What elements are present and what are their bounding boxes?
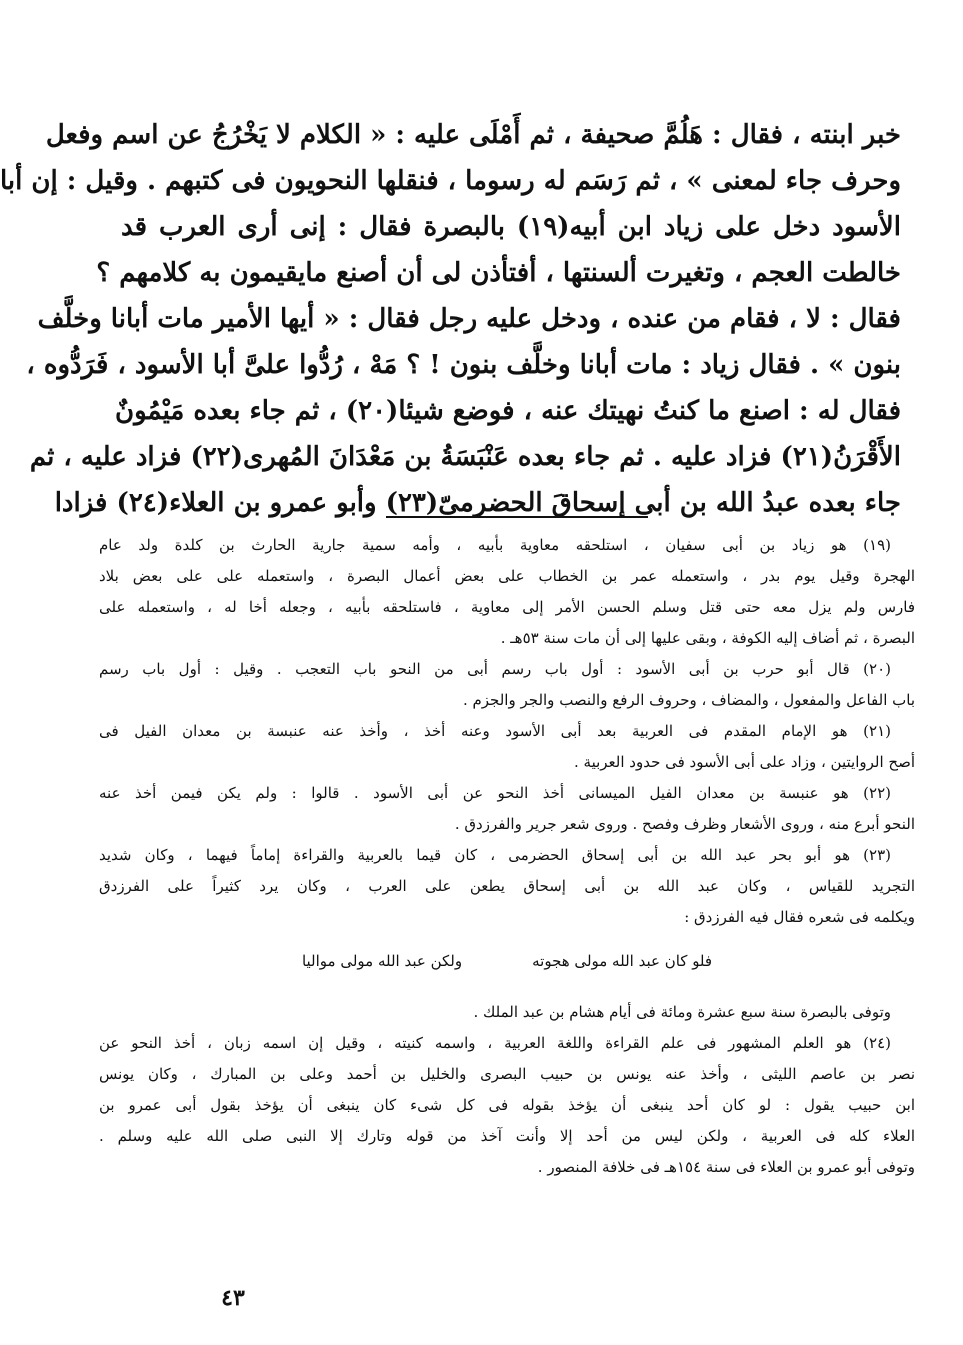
footnote-line: ابن حبيب يقول : لو كان أحد ينبغى أن يؤخذ بقوله فى كل شىء كان ينبغى أن يؤخذ بقول أبى عمرو بن — [99, 1096, 915, 1114]
footnotes-block — [99, 530, 915, 1183]
footnote-24 — [99, 1028, 915, 1183]
poem-verse — [99, 933, 915, 997]
main-text-line: الأَقْرَنُ(٢١) فزاد عليه . ثم جاء بعده عَنْبَسَةُ بن مَعْدَانَ المُهرى(٢٢) فزاد عليه ، ثم — [29, 442, 901, 472]
footnote-20 — [99, 654, 915, 716]
footnote-line: أصح الروايتين ، وزاد على أبى الأسود فى حدود العربية . — [573, 753, 915, 771]
footnote-line: فارس ولم يزل معه حتى قتل وسلم الحسن الأمر إلى معاوية ، فاستلحقه بأبيه ، وجعله أخا له ، واستعمله على — [99, 598, 915, 616]
main-text-line: وحرف جاء لمعنى » ، ثم رَسَم له رسوما ، فنقلها النحويون فى كتبهم . وقيل : إن أبا — [0, 166, 901, 196]
main-text-line: جاء بعده عبدُ الله بن أبى إسحاقَ الحضرمىّ(٢٣) وأبو عمرو بن العلاء(٢٤) فزادا — [54, 488, 901, 518]
footnote-23 — [99, 840, 915, 1028]
footnote-21 — [99, 716, 915, 778]
footnote-line: باب الفاعل والمفعول ، والمضاف ، وحروف الرفع والنصب والجر والجزم . — [462, 691, 915, 709]
footnote-line: (٢٠) قال أبو حرب بن أبى الأسود : أول باب رسم أبى من النحو باب التعجب . وقيل : أول باب رسم — [99, 660, 891, 678]
verse-first-hemistich: فلو كان عبد الله مولى هجوته — [532, 952, 713, 970]
footnote-line: (٢١) هو الإمام المقدم فى العربية بعد أبى الأسود وعنه أخذ ، وأخذ عنه عنبسة بن معدان الفيل فى — [99, 722, 891, 740]
page-number: ٤٣ — [221, 1285, 245, 1311]
footnote-line: ويكلمه فى شعره فقال فيه الفرزدق : — [684, 908, 915, 926]
main-text-line: خالطت العجم ، وتغيرت ألسنتها ، أفتأذن لى أن أصنع مايقيمون به كلامهم ؟ — [96, 258, 901, 288]
footnote-line: (٢٢) هو عنبسة بن معدان الفيل الميسانى أخذ النحو عن أبى الأسود . قالوا : ولم يكن فيمن أخذ عنه — [99, 784, 891, 802]
main-text-block — [0, 112, 901, 526]
main-text-line: فقال له : اصنع ما كنتُ نهيتك عنه ، فوضع شيئا(٢٠) ، ثم جاء بعده مَيْمُونٌ — [115, 396, 901, 426]
footnote-line: (٢٣) هو أبو بحر عبد الله بن أبى إسحاق الحضرمى ، كان قيما بالعربية والقراءة إماماً فيهما ، وكان شديد — [99, 846, 891, 864]
footnote-line: وتوفى بالبصرة سنة سبع عشرة ومائة فى أيام هشام بن عبد الملك . — [473, 1003, 891, 1021]
footnote-19 — [99, 530, 915, 654]
main-text-line: خبر ابنته ، فقال : هَلُمَّ صحيفة ، ثم أَمْلَى عليه : « الكلام لا يَخْرُجُ عن اسم وفعل — [45, 120, 901, 150]
footnote-line: التجريد للقياس ، وكان عبد الله بن أبى إسحاق يطعن على العرب ، وكان يرد كثيراً على الفرزدق — [99, 877, 915, 895]
verse-second-hemistich: ولكن عبد الله مولى مواليا — [301, 952, 463, 970]
footnote-line: العلاء كله فى العربية ، ولكن ليس من أحد إلا وأنت آخذ من قوله وتارك إلا النبى صلى الله عليه وسلم . — [99, 1127, 915, 1145]
footnote-line: الهجرة وقيل يوم بدر ، واستعمله عمر بن الخطاب على بعض أعمال البصرة ، واستعمله على على بعض بلاد — [99, 567, 915, 585]
main-text-line: بنون » . فقال زياد : مات أبانا وخلَّف بنون ! ؟ مَهْ ، رُدُّوا علىَّ أبا الأسود ، فَرَدُّوه ، — [26, 350, 901, 380]
footnote-line: النحو أبرع منه ، وروى الأشعار وظرف وفصح . وروى شعر جرير والفرزدق . — [454, 815, 915, 833]
footnote-22 — [99, 778, 915, 840]
main-text-line: فقال : لا ، فقام من عنده ، ودخل عليه رجل فقال : « أيها الأمير مات أبانا وخلَّف — [37, 304, 901, 334]
main-text-line: الأسود دخل على زياد ابن أبيه(١٩) بالبصرة فقال : إنى أرى العرب قد — [121, 212, 901, 242]
footnote-line: البصرة ، ثم أضاف إليه الكوفة ، وبقى عليها إلى أن مات سنة ٥٣هـ . — [500, 629, 915, 647]
footnote-line: (١٩) هو زياد بن أبى سفيان ، استلحقه معاوية بأبيه ، وأمه سمية جارية الحارث بن كلدة ولد عام — [99, 536, 891, 554]
footnote-separator-rule — [386, 516, 648, 518]
footnote-line: وتوفى أبو عمرو بن العلاء فى سنة ١٥٤هـ فى خلافة المنصور . — [537, 1158, 915, 1176]
footnote-line: نصر بن عاصم الليثى ، وأخذ عنه يونس بن حبيب البصرى والخليل بن أحمد وعلى بن المبارك ، وكان يونس — [99, 1065, 915, 1083]
footnote-line: (٢٤) هو العلم المشهور فى علم القراءة واللغة العربية ، واسمه كنيته ، وقيل إن اسمه زبان ، أخذ النحو عن — [99, 1034, 891, 1052]
